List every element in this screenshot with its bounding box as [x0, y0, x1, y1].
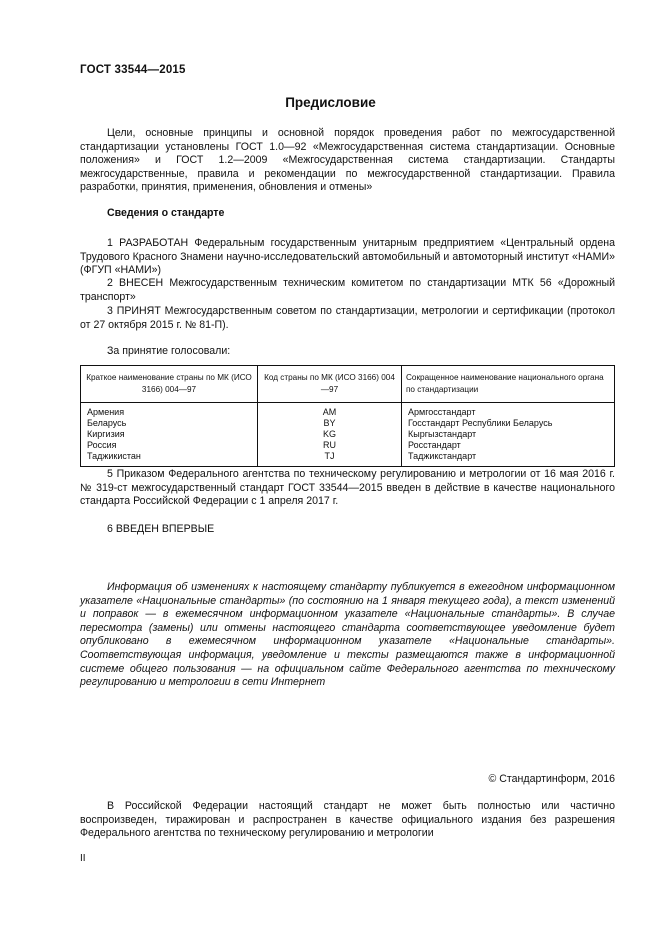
section-heading: Сведения о стандарте — [107, 207, 225, 219]
table-row — [81, 440, 615, 451]
intro-text: Цели, основные принципы и основной порядок проведения работ по межгосударственной стандартизации установлены ГОСТ 1.0—92 «Межгосударственная система стандартизации. Основные положения» и ГОСТ 1.2—2009 «Межгосударственная система стандартизации. Стандарты межгосударственные, правила и рекомендации по межгосударственной стандартизации. Правила разработки, принятия, применения, обновления и отмены» — [80, 127, 615, 194]
info-notice-text: Информация об изменениях к настоящему стандарту публикуется в ежегодном информационном указателе «Национальные стандарты» (по состоянию на 1 января текущего года), а текст изменений и поправок — в ежемесячном информационном указателе «Национальные стандарты». В случае пересмотра (замены) или отмены настоящего стандарта соответствующее уведомление будет опубликовано в ежемесячном информационном указателе «Национальные стандарты». Соответствующая информация, уведомление и тексты размещаются также в информационной системе общего пользования — на официальном сайте Федерального агентства по техническому регулированию и метрологии в сети Интернет — [80, 581, 615, 689]
table-row — [81, 418, 615, 429]
item-1 — [80, 237, 615, 278]
item-6-text: 6 ВВЕДЕН ВПЕРВЫЕ — [107, 523, 215, 535]
item-3 — [80, 305, 615, 332]
item-2 — [80, 277, 615, 304]
country-code: KG — [258, 429, 402, 440]
reproduction-notice-text: В Российской Федерации настоящий стандарт не может быть полностью или частично воспроизведен, тиражирован и распространен в качестве официального издания без разрешения Федерального агентства по техническому регулированию и метрологии — [80, 800, 615, 840]
reproduction-notice — [80, 800, 615, 841]
country-code: BY — [258, 418, 402, 429]
standards-body: Госстандарт Республики Беларусь — [402, 418, 615, 429]
item-6 — [80, 523, 615, 537]
country-code: TJ — [258, 451, 402, 467]
info-notice — [80, 581, 615, 690]
item-5-text: 5 Приказом Федерального агентства по техническому регулированию и метрологии от 16 мая 2016 г. № 319-ст межгосударственный стандарт ГОСТ 33544—2015 введен в действие в качестве национального стандарта Российской Федерации с 1 апреля 2017 г. — [80, 468, 615, 508]
standard-id-header: ГОСТ 33544—2015 — [80, 64, 186, 76]
item-5 — [80, 468, 615, 509]
country-name: Россия — [81, 440, 258, 451]
table-row — [81, 403, 615, 419]
copyright: © Стандартинформ, 2016 — [488, 773, 615, 785]
header-country-name: Краткое наименование страны по МК (ИСО 3166) 004—97 — [81, 366, 258, 403]
standards-body: Росстандарт — [402, 440, 615, 451]
item-1-text: 1 РАЗРАБОТАН Федеральным государственным унитарным предприятием «Центральный ордена Трудового Красного Знамени научно-исследовательский автомобильный и автомоторный институт «НАМИ» (ФГУП «НАМИ») — [80, 237, 615, 277]
standards-body: Кыргызстандарт — [402, 429, 615, 440]
item-2-text: 2 ВНЕСЕН Межгосударственным техническим комитетом по стандартизации МТК 56 «Дорожный транспорт» — [80, 277, 615, 303]
country-code: RU — [258, 440, 402, 451]
page-title: Предисловие — [285, 95, 376, 110]
country-name: Армения — [81, 403, 258, 419]
country-name: Киргизия — [81, 429, 258, 440]
standards-body: Армгосстандарт — [402, 403, 615, 419]
country-name: Таджикистан — [81, 451, 258, 467]
country-code: AM — [258, 403, 402, 419]
standards-body: Таджикстандарт — [402, 451, 615, 467]
table-row — [81, 451, 615, 467]
voting-countries-table — [80, 365, 615, 467]
header-standards-body: Сокращенное наименование национального органа по стандартизации — [402, 366, 615, 403]
page-number: II — [80, 853, 86, 864]
header-country-code: Код страны по МК (ИСО 3166) 004—97 — [258, 366, 402, 403]
item-3-text: 3 ПРИНЯТ Межгосударственным советом по стандартизации, метрологии и сертификации (протокол от 27 октября 2015 г. № 81-П). — [80, 305, 615, 331]
table-row — [81, 429, 615, 440]
intro-paragraph — [80, 127, 615, 195]
vote-label: За принятие голосовали: — [107, 345, 231, 357]
table-header-row — [81, 366, 615, 403]
country-name: Беларусь — [81, 418, 258, 429]
